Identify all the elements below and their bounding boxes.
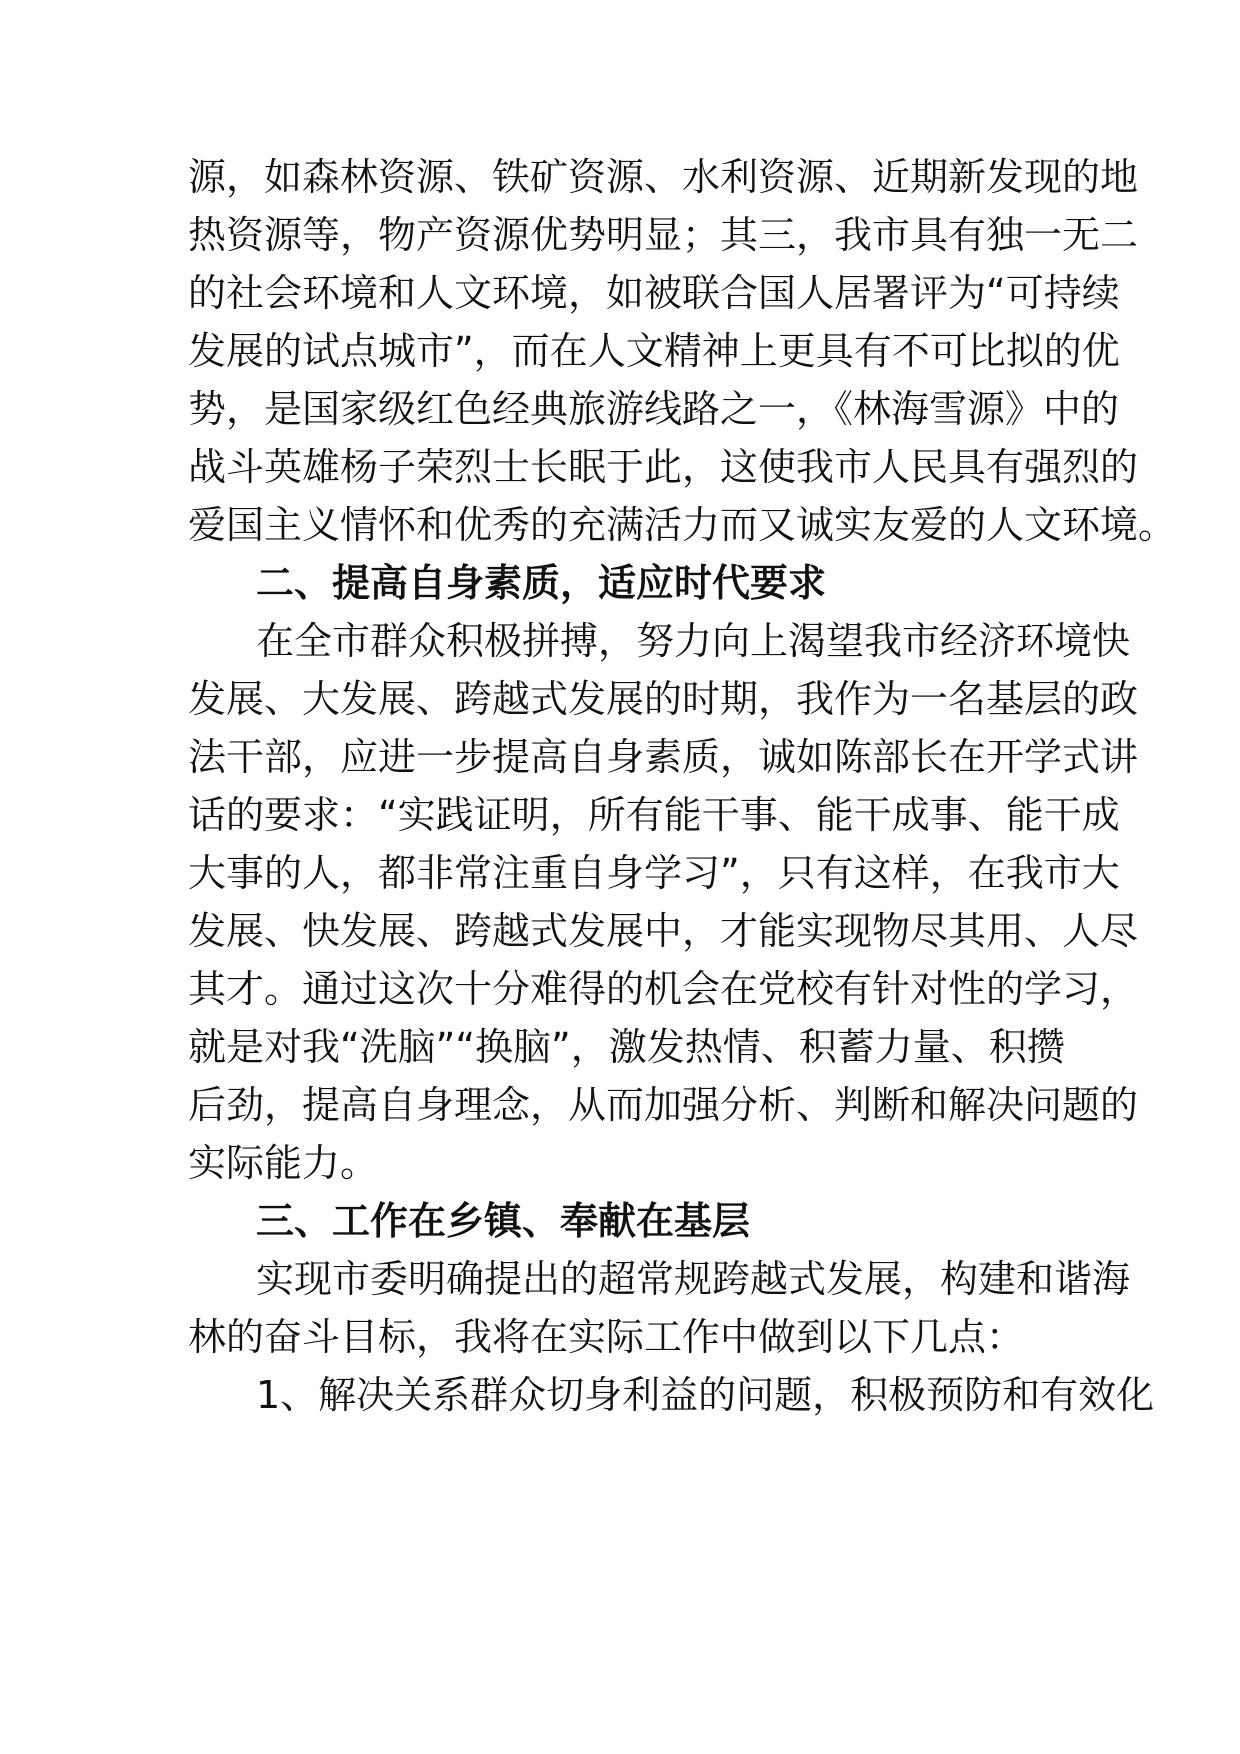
text-line: 就是对我“洗脑”“换脑”，激发热情、积蓄力量、积攒 bbox=[188, 1025, 1065, 1069]
text-line: 发展、快发展、跨越式发展中，才能实现物尽其用、人尽 bbox=[188, 909, 1139, 953]
list-item-text: 1、解决关系群众切身利益的问题，积极预防和有效化 bbox=[256, 1373, 1155, 1417]
text-line: 法干部，应进一步提高自身素质，诚如陈部长在开学式讲 bbox=[188, 735, 1139, 779]
section-heading: 三、工作在乡镇、奉献在基层 bbox=[256, 1199, 751, 1243]
text-line: 大事的人，都非常注重自身学习”，只有这样，在我市大 bbox=[188, 851, 1120, 895]
section-heading: 二、提高自身素质，适应时代要求 bbox=[256, 561, 827, 605]
text-line: 势，是国家级红色经典旅游线路之一，《林海雪源》中的 bbox=[188, 387, 1120, 431]
text-line: 爱国主义情怀和优秀的充满活力而又诚实友爱的人文环境。 bbox=[188, 503, 1177, 547]
text-line: 源，如森林资源、铁矿资源、水利资源、近期新发现的地 bbox=[188, 155, 1139, 199]
text-line: 发展的试点城市”，而在人文精神上更具有不可比拟的优 bbox=[188, 329, 1120, 373]
text-line: 林的奋斗目标，我将在实际工作中做到以下几点： bbox=[188, 1315, 1025, 1359]
text-line: 话的要求：“实践证明，所有能干事、能干成事、能干成 bbox=[188, 793, 1120, 837]
text-line: 战斗英雄杨子荣烈士长眠于此，这使我市人民具有强烈的 bbox=[188, 445, 1139, 489]
text-line: 发展、大发展、跨越式发展的时期，我作为一名基层的政 bbox=[188, 677, 1139, 721]
text-line: 在全市群众积极拼搏，努力向上渴望我市经济环境快 bbox=[256, 619, 1131, 663]
text-line: 热资源等，物产资源优势明显；其三，我市具有独一无二 bbox=[188, 213, 1139, 257]
text-line: 实际能力。 bbox=[188, 1141, 379, 1185]
text-line: 后劲，提高自身理念，从而加强分析、判断和解决问题的 bbox=[188, 1083, 1139, 1127]
text-line: 的社会环境和人文环境，如被联合国人居署评为“可持续 bbox=[188, 271, 1120, 315]
text-line: 实现市委明确提出的超常规跨越式发展，构建和谐海 bbox=[256, 1257, 1131, 1301]
text-line: 其才。通过这次十分难得的机会在党校有针对性的学习， bbox=[188, 967, 1139, 1011]
